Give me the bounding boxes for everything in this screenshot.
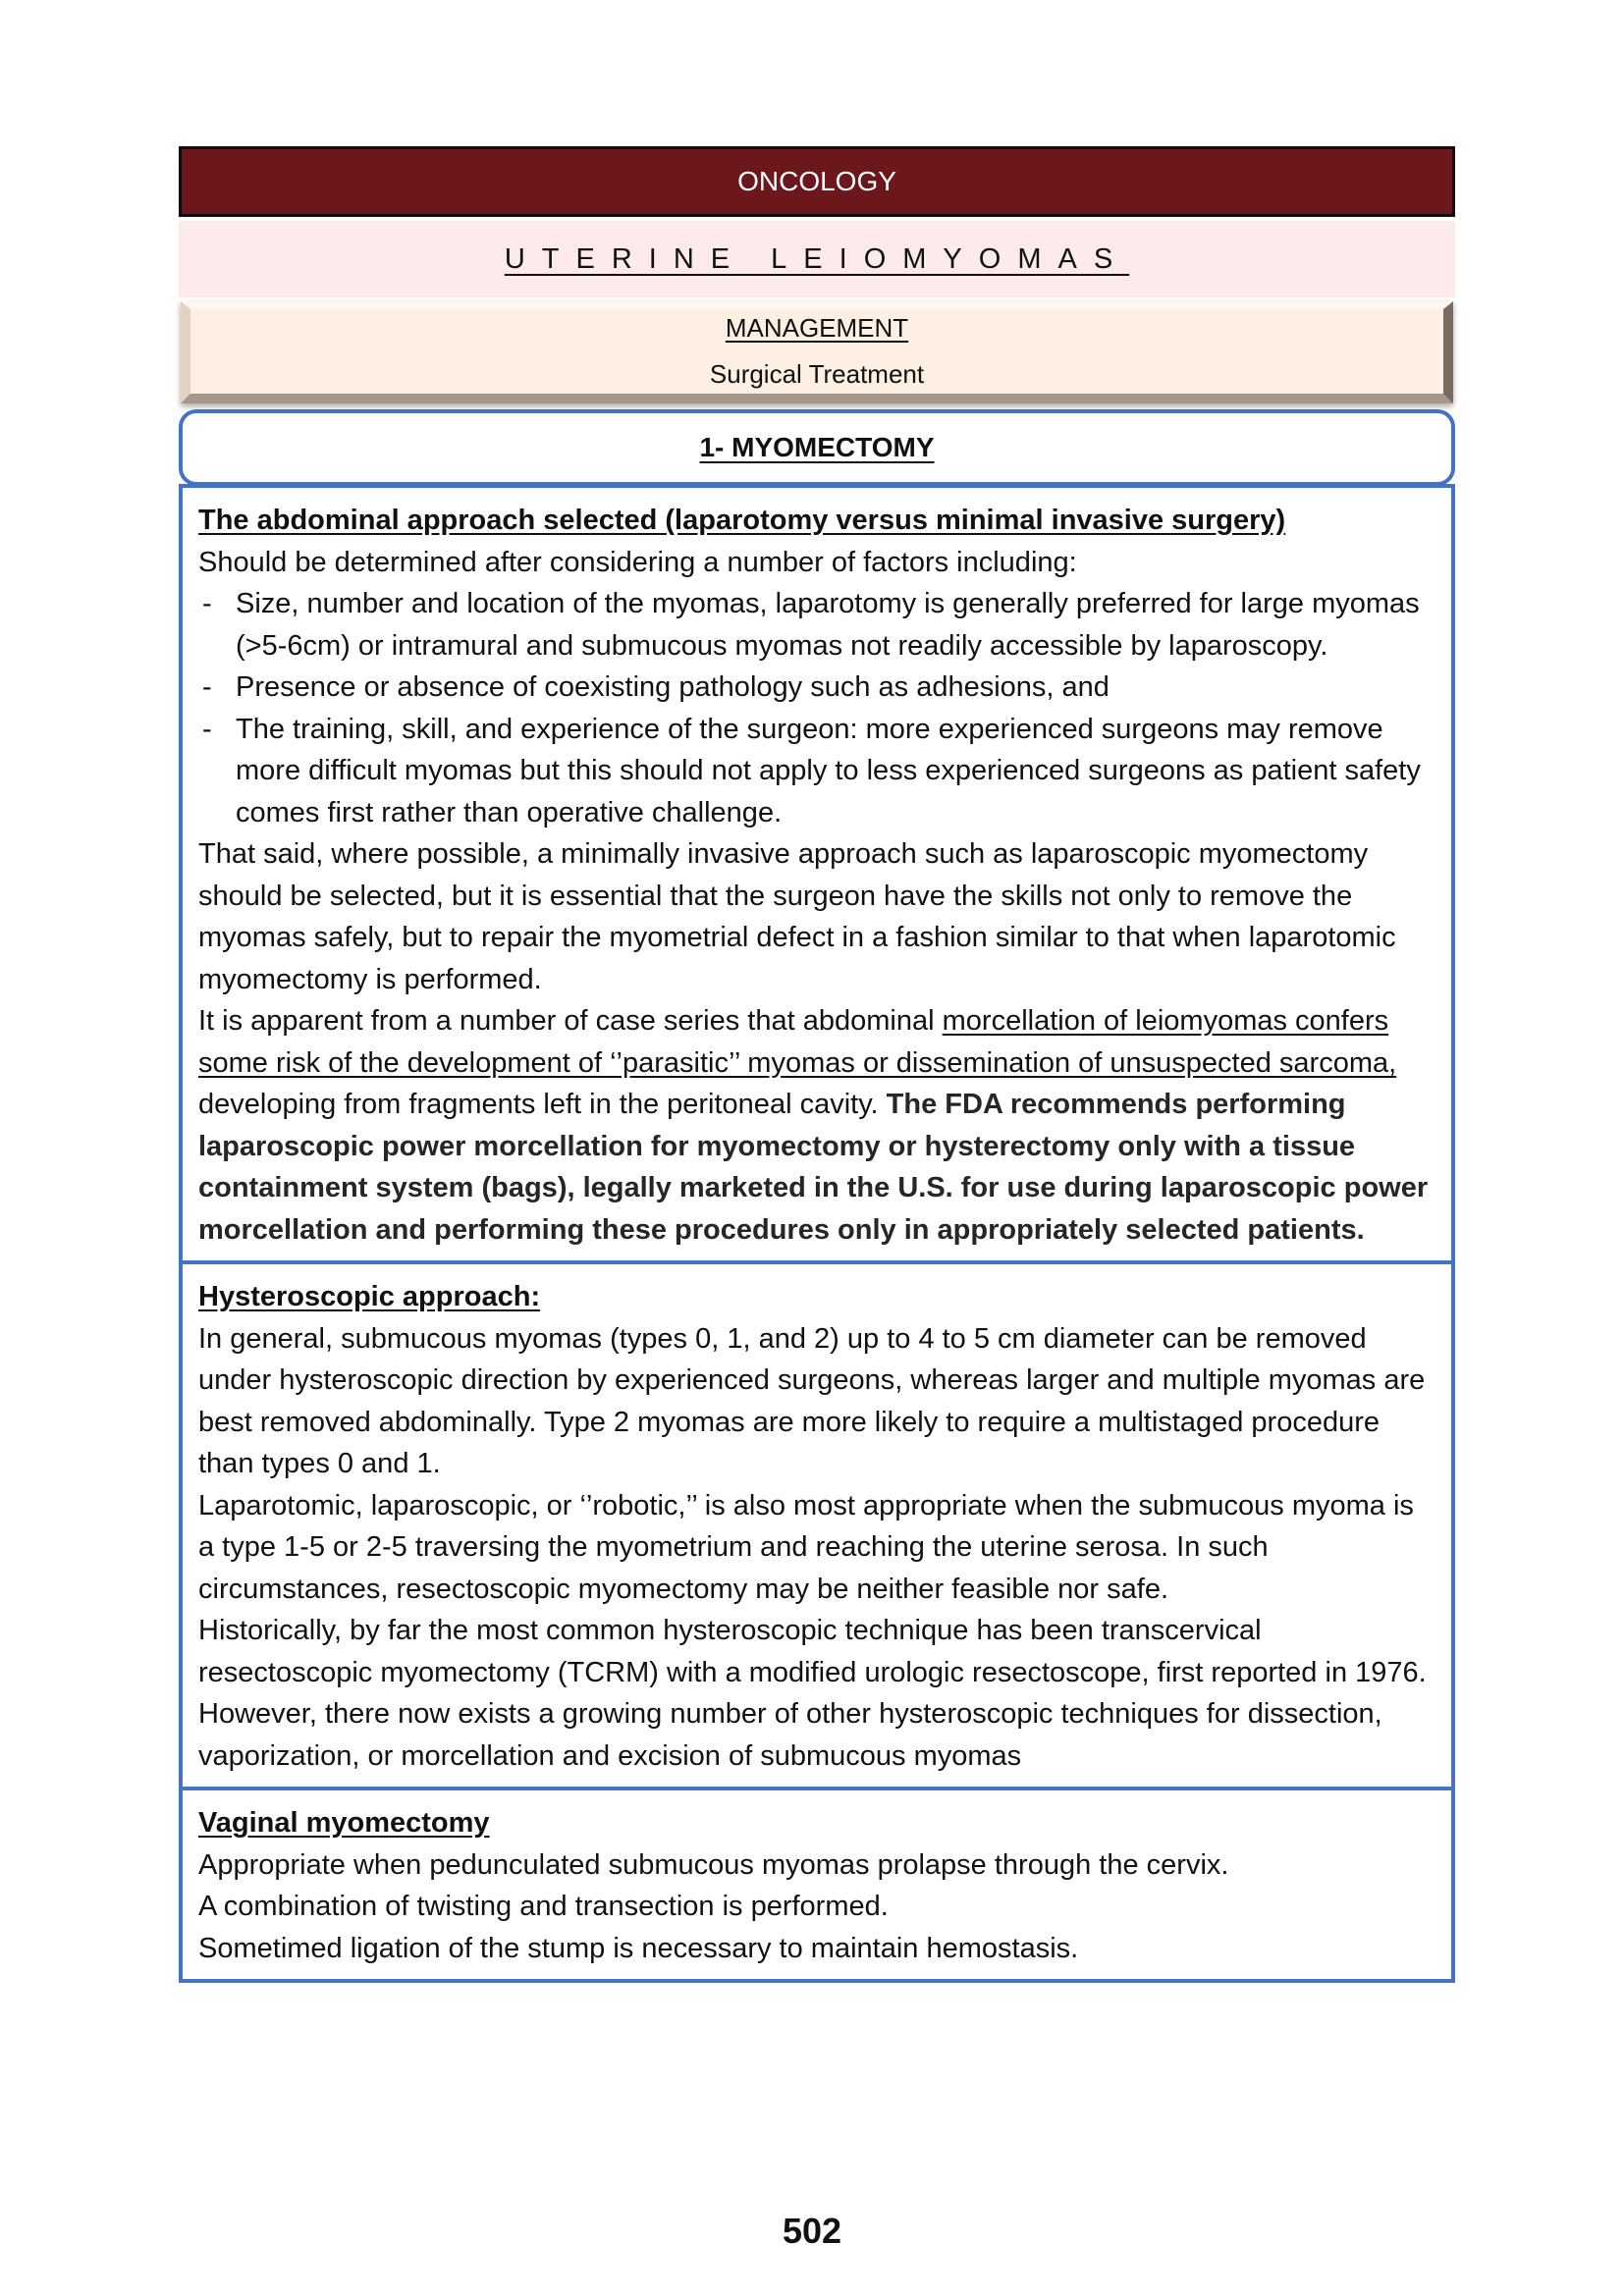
topic-banner (179, 221, 1455, 297)
subtopic-heading: MANAGEMENT (725, 313, 909, 343)
abdominal-approach-block (179, 484, 1455, 1264)
abdominal-approach-title: The abdominal approach selected (laparotomy versus minimal invasive surgery) (198, 505, 1286, 536)
category-label: ONCOLOGY (737, 166, 896, 196)
topic-title: UTERINE LEIOMYOMAS (504, 242, 1130, 275)
hysteroscopic-paragraph-3: Historically, by far the most common hysteroscopic technique has been transcervical resectoscopic myomectomy (TCRM) with a modified urologic resectoscope, first reported in 1976. However, there now exists a growing number of other hysteroscopic techniques for dissection, vaporization, or morcellation and excision of submucous myomas (198, 1615, 1427, 1772)
subsection-heading: Surgical Treatment (709, 359, 925, 389)
morcellation-paragraph (198, 1000, 1435, 1251)
page-content (179, 146, 1455, 1983)
vaginal-line: Sometimed ligation of the stump is necessary to maintain hemostasis. (198, 1932, 1079, 1964)
hysteroscopic-paragraph-2: Laparotomic, laparoscopic, or ‘’robotic,’’ is also most appropriate when the submucous myoma is a type 1-5 or 2-5 traversing the myometrium and reaching the uterine serosa. In such circumstances, resectoscopic myomectomy may be neither feasible nor safe. (198, 1489, 1414, 1605)
factor-list (198, 583, 1435, 833)
vaginal-myomectomy-block (179, 1790, 1455, 1983)
page-number: 502 (782, 2211, 842, 2251)
factor-item: - Presence or absence of coexisting pathology such as adhesions, and (198, 667, 1435, 709)
minimally-invasive-paragraph: That said, where possible, a minimally invasive approach such as laparoscopic myomectomy should be selected, but it is essential that the surgeon have the skills not only to remove the myomas safely, but to repair the myometrial defect in a fashion similar to that when laparotomic myomectomy is performed. (198, 838, 1396, 995)
vaginal-myomectomy-title: Vaginal myomectomy (198, 1807, 490, 1839)
hysteroscopic-paragraph-1: In general, submucous myomas (types 0, 1, and 2) up to 4 to 5 cm diameter can be removed under hysteroscopic direction by experienced surgeons, whereas larger and multiple myomas are best removed abdominally. Type 2 myomas are more likely to require a multistaged procedure than types 0 and 1. (198, 1322, 1426, 1479)
morcellation-risk-underlined: morcellation of leiomyomas confers some risk of the development of ‘’parasitic’’ myomas or dissemination of unsuspected sarcoma, (198, 1005, 1397, 1079)
fda-recommendation: The FDA recommends performing laparoscopic power morcellation for myomectomy or hysterectomy only with a tissue containment system (bags), legally marketed in the U.S. for use during laparoscopic power morcellation and performing these procedures only in appropriately selected patients. (198, 1089, 1429, 1246)
factor-item: - Size, number and location of the myomas, laparotomy is generally preferred for large myomas (>5-6cm) or intramural and submucous myomas not readily accessible by laparoscopy. (198, 583, 1435, 667)
vaginal-line: Appropriate when pedunculated submucous myomas prolapse through the cervix. (198, 1848, 1229, 1881)
abdominal-intro: Should be determined after considering a number of factors including: (198, 546, 1077, 578)
section-header (179, 409, 1455, 486)
morcellation-text-start: It is apparent from a number of case series that abdominal (198, 1005, 943, 1037)
morcellation-text-mid: developing from fragments left in the peritoneal cavity. (198, 1089, 887, 1120)
management-box (181, 301, 1453, 403)
hysteroscopic-approach-title: Hysteroscopic approach: (198, 1281, 541, 1312)
section-title: 1- MYOMECTOMY (699, 432, 935, 462)
hysteroscopic-approach-block (179, 1264, 1455, 1790)
factor-item: - The training, skill, and experience of the surgeon: more experienced surgeons may remove more difficult myomas but this should not apply to less experienced surgeons as patient safety comes first rather than operative challenge. (198, 709, 1435, 834)
vaginal-line: A combination of twisting and transection is performed. (198, 1891, 889, 1922)
category-banner (179, 146, 1455, 217)
